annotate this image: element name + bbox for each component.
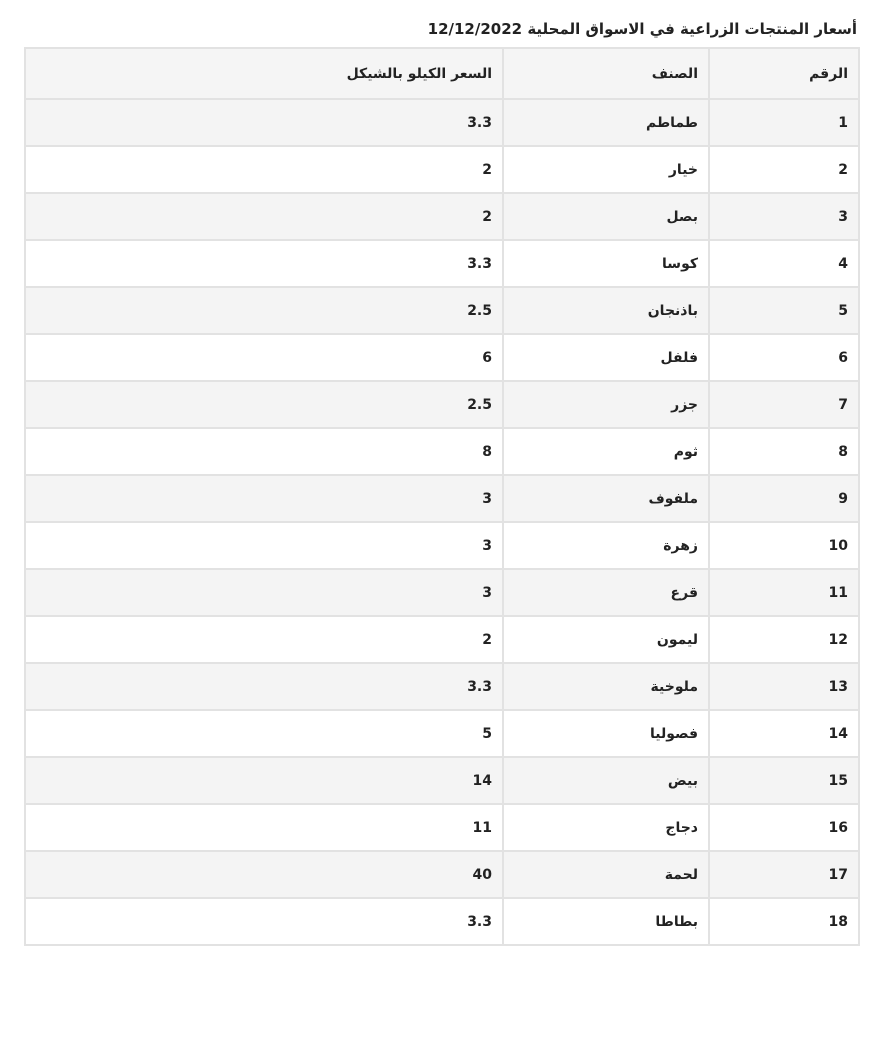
row-item-cell: جزر	[503, 381, 709, 428]
row-number-cell: 17	[709, 851, 859, 898]
row-item-cell: خيار	[503, 146, 709, 193]
row-price-cell: 3.3	[25, 240, 503, 287]
table-body	[25, 99, 859, 945]
table-row	[25, 710, 859, 757]
header-item: الصنف	[503, 48, 709, 99]
table-row	[25, 898, 859, 945]
row-item-cell: بصل	[503, 193, 709, 240]
row-price-cell: 2.5	[25, 287, 503, 334]
row-item-cell: فصوليا	[503, 710, 709, 757]
row-number-cell: 10	[709, 522, 859, 569]
table-header	[25, 48, 859, 99]
row-price-cell: 3	[25, 475, 503, 522]
table-row	[25, 381, 859, 428]
table-row	[25, 757, 859, 804]
row-number-cell: 1	[709, 99, 859, 146]
row-item-cell: ليمون	[503, 616, 709, 663]
row-price-cell: 2	[25, 616, 503, 663]
table-row	[25, 475, 859, 522]
row-item-cell: زهرة	[503, 522, 709, 569]
row-item-cell: ملفوف	[503, 475, 709, 522]
row-price-cell: 3.3	[25, 898, 503, 945]
table-row	[25, 804, 859, 851]
row-number-cell: 13	[709, 663, 859, 710]
table-row	[25, 193, 859, 240]
row-item-cell: طماطم	[503, 99, 709, 146]
table-row	[25, 428, 859, 475]
row-number-cell: 3	[709, 193, 859, 240]
row-number-cell: 7	[709, 381, 859, 428]
row-price-cell: 2.5	[25, 381, 503, 428]
row-price-cell: 3	[25, 569, 503, 616]
row-number-cell: 11	[709, 569, 859, 616]
row-number-cell: 16	[709, 804, 859, 851]
row-number-cell: 9	[709, 475, 859, 522]
row-item-cell: ملوخية	[503, 663, 709, 710]
row-number-cell: 8	[709, 428, 859, 475]
page-title: أسعار المنتجات الزراعية في الاسواق المحلية 12/12/2022	[427, 20, 857, 38]
row-item-cell: كوسا	[503, 240, 709, 287]
row-price-cell: 6	[25, 334, 503, 381]
row-item-cell: قرع	[503, 569, 709, 616]
row-item-cell: دجاج	[503, 804, 709, 851]
header-price: السعر الكيلو بالشيكل	[25, 48, 503, 99]
row-item-cell: بطاطا	[503, 898, 709, 945]
row-price-cell: 40	[25, 851, 503, 898]
table-row	[25, 240, 859, 287]
row-item-cell: فلفل	[503, 334, 709, 381]
table-row	[25, 663, 859, 710]
prices-table	[24, 47, 860, 946]
table-row	[25, 334, 859, 381]
row-number-cell: 2	[709, 146, 859, 193]
table-row	[25, 146, 859, 193]
row-price-cell: 3.3	[25, 663, 503, 710]
table-row	[25, 616, 859, 663]
table-row	[25, 851, 859, 898]
row-price-cell: 14	[25, 757, 503, 804]
header-row	[25, 48, 859, 99]
row-price-cell: 5	[25, 710, 503, 757]
row-number-cell: 18	[709, 898, 859, 945]
header-number: الرقم	[709, 48, 859, 99]
row-number-cell: 12	[709, 616, 859, 663]
row-item-cell: باذنجان	[503, 287, 709, 334]
row-price-cell: 8	[25, 428, 503, 475]
row-number-cell: 5	[709, 287, 859, 334]
row-price-cell: 2	[25, 193, 503, 240]
row-item-cell: ثوم	[503, 428, 709, 475]
table-row	[25, 569, 859, 616]
row-price-cell: 2	[25, 146, 503, 193]
row-price-cell: 11	[25, 804, 503, 851]
row-number-cell: 14	[709, 710, 859, 757]
table-row	[25, 287, 859, 334]
row-price-cell: 3.3	[25, 99, 503, 146]
row-number-cell: 4	[709, 240, 859, 287]
row-item-cell: لحمة	[503, 851, 709, 898]
table-row	[25, 522, 859, 569]
row-item-cell: بيض	[503, 757, 709, 804]
row-number-cell: 6	[709, 334, 859, 381]
row-price-cell: 3	[25, 522, 503, 569]
table-row	[25, 99, 859, 146]
row-number-cell: 15	[709, 757, 859, 804]
